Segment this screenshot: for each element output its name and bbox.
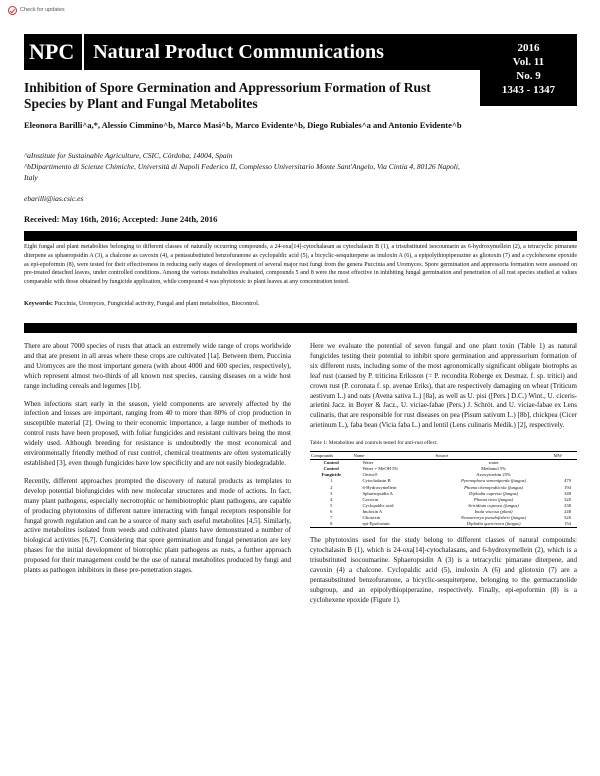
abstract: Eight fungal and plant metabolites belonging to different classes of naturally occurring compounds, a 24-oxa[14]-cytochalasan as cytochalasin B (1), a trisubstituted isocoumarin as 6-hydroxymellein (2), a tetracyclic pimarane diterpene as sphaeropsidin A (3), a chalcone as cavoxin (4), a pentasubstituted benzofuranone as cyclopaldic acid (5), a bicyclic-sesquiterpene as inuloxin A (6), a epipolythiopiperazine as gliotoxin (7) and a cyclohexene epoxide as epi-epoformin (8), were tested for their effectiveness in reducing early stages of development of several major rust fungi from the genera Puccinia and Uromyces. Spore germination and appressoria formation were assessed on pre-treated detached leaves, under controlled conditions. Among the various metabolites evaluated, compounds 5 and 8 were the most effective in inhibiting fungal germination and penetration of all rust species studied at values comparable with those obtained by fungicide application, while compound 4 was phytotoxic to plant leaves at any concentration tested. — [24, 244, 577, 286]
article-title: Inhibition of Spore Germination and Appressorium Formation of Rust Species by Plant and Fungal Metabolites — [24, 80, 431, 111]
table-row — [310, 521, 577, 528]
npc-logo: NPC — [24, 34, 84, 70]
issue-year: 2016 — [517, 42, 540, 54]
table-cell: 238 — [564, 502, 571, 508]
table-cell: Phoma cava (fungus) — [473, 496, 514, 502]
check-updates-label: Check for updates — [20, 7, 65, 13]
body-paragraph: When infections start early in the season, yield components are severely affected by the infection and losses are important, ranging from 40 to more than 80% of crop production in susceptible material [2]. Owing to their economic importance, a large number of methods to control rusts have been proposed, with foliar fungicides and resistant cultivars being the most widely used. Although breeding for resistance is undoubtedly the most economical and environmentally friendly method of rust control, chemical treatments are often systematically established [3], even though fungicides have low specificity and are not easily biodegradable. — [24, 399, 291, 467]
table-cell: Ortiva® — [362, 472, 378, 478]
table-cell: 4 — [330, 496, 333, 502]
table-cell: Gliotoxin — [362, 515, 381, 520]
table-cell: Cavoxin — [362, 496, 379, 502]
table-cell: Water — [362, 460, 374, 466]
left-column — [24, 342, 291, 584]
body-paragraph: Here we evaluate the potential of seven fungal and one plant toxin (Table 1) as natural fungicides testing their potential to inhibit spore germination and appressorium formation of six different rusts, including some of the most agronomically significant obligate biotrophs as leaf rust (caused by P. triticina Eriksson (= P. recondita Roberge ex Desmaz. f. sp. tritici) and crown rust (P. coronata f. sp. avenae Eriks), that are respectively damaging on wheat (Triticum aestivum L.) and oats (Avena sativa L.) [8a], as well as U. pisi ([Pers.] D.C.) Wint., U. ciceris-arietini Jacz. in Boyer & Jacz., U. viciae-fabae (Pers.) J. Schröt. and U. viciae-fabae ex Lens culinaris, that are responsible for rust diseases on pea (Pisum sativum L.) [8b], chickpea (Cicer arietinum L.), faba bean (Vicia faba L.) and lentil (Lens culinaris Medik.) [2], respectively. — [310, 342, 577, 430]
table-cell: 320 — [564, 496, 571, 502]
table-cell: 194 — [564, 484, 571, 490]
table-cell: Cyclopaldic acid — [362, 502, 394, 508]
table-cell: Diplodia quercivora (fungus) — [435, 521, 553, 528]
check-updates-badge[interactable] — [8, 4, 65, 16]
divider-bar-top — [24, 231, 577, 241]
table-cell — [553, 460, 577, 467]
keywords-label: Keywords: — [24, 300, 53, 307]
table-cell: Fungicide — [321, 472, 341, 478]
right-column — [310, 342, 577, 614]
divider-bar-bottom — [24, 323, 577, 333]
affiliations — [24, 150, 464, 183]
table-cell: 248 — [564, 508, 571, 514]
table-header-cell: MW — [553, 452, 577, 460]
table-cell: 6 — [330, 508, 333, 514]
issue-info-box — [480, 34, 577, 106]
table-cell: Neosartorya pseudofisheri (fungus) — [460, 515, 527, 520]
table-cell: 154 — [553, 521, 577, 528]
table-cell: Methanol 5% — [481, 466, 507, 472]
journal-title: Natural Product Communications — [93, 40, 384, 63]
table-cell: 5 — [330, 502, 333, 508]
table-cell: Phoma chenopodiicola (fungus) — [464, 484, 524, 490]
check-circle-icon — [8, 6, 17, 15]
body-paragraph: The phytotoxins used for the study belong to different classes of natural compounds: cytochalasin B (1), which is 24-oxa[14]-cytochalasans, and 6-hydroxymellein (2), which is a trisubstituted isocoumarine. Sphaeropsidin A (3) is a tetracyclic pimarane diterpene, and cavoxin (4) a chalcone. Cyclopaldic acid (5), inuloxin A (6) and gliotoxin (7) are a pentasubstituted benzofuranone, a bicyclic-sesquiterpene, belonging to the germacranolide subgroup, and an epipolythiopiperazine, respectively. Finally, epi-epoformin (8) is a cyclohexene epoxide (Figure 1). — [310, 536, 577, 604]
table-cell: Inuloxin A — [362, 508, 383, 514]
table-cell: 3 — [330, 490, 333, 496]
table-header-cell: Compounds — [310, 452, 352, 460]
table-cell: Sphaeropsidin A — [362, 490, 393, 496]
metabolites-table — [310, 451, 577, 528]
body-paragraph: There are about 7000 species of rusts that attack an extremely wide range of crops worldwide and that are present in all areas where these crops are cultivated [1a]. Between them, Puccinia and Uromyces are the most important genera (with about 4000 and 600 species, respectively), which represent almost two-thirds of all known rust species, causing diseases on a wide host range including cereals and legumes [1b]. — [24, 342, 291, 390]
table-cell: 6-Hydroxymellein — [362, 484, 397, 490]
table-row — [310, 460, 577, 467]
table-header-row — [310, 452, 577, 460]
issue-volume: Vol. 11 — [512, 56, 545, 68]
table-cell: Pyrenophora semeniperda (fungus) — [461, 478, 527, 484]
received-dates: Received: May 16th, 2016; Accepted: June 24th, 2016 — [24, 214, 218, 224]
table-cell: 2 — [330, 484, 333, 490]
table-cell: Seiridium cupressi (fungus) — [468, 502, 519, 508]
keywords — [24, 300, 577, 307]
table-cell: Inula viscosa (plant) — [474, 508, 513, 514]
table-cell: Control — [323, 460, 339, 466]
table-cell: Azoxystrobin 25% — [476, 472, 511, 478]
table-cell: 1 — [330, 478, 333, 484]
affiliation-b: ^bDipartimento di Scienze Chimiche, Università di Napoli Federico II, Complesso Universitario Monte Sant'Angelo, Via Cintia 4, 80126 Napoli, Italy — [24, 162, 460, 182]
table-cell: 348 — [564, 490, 571, 496]
table-header-cell: Source — [435, 452, 553, 460]
issue-number: No. 9 — [516, 70, 541, 82]
table-cell: 7 — [330, 515, 333, 520]
issue-pages: 1343 - 1347 — [501, 84, 556, 96]
table-cell: Water + MeOH 5% — [362, 466, 399, 472]
table-cell: 8 — [310, 521, 352, 528]
table-caption: Table 1: Metabolites and controls tested for anti-rust effect. — [310, 440, 438, 447]
table-cell: 479 — [564, 478, 571, 484]
table-header-cell: Name — [352, 452, 434, 460]
author-list: Eleonora Barilli^a,*, Alessio Cimmino^b, Marco Masi^b, Marco Evidente^b, Diego Rubiales^a and Antonio Evidente^b — [24, 120, 462, 130]
table-cell: water — [488, 460, 499, 466]
table-cell: Control — [323, 466, 339, 472]
affiliation-a: ^aInstitute for Sustainable Agriculture, CSIC, Córdoba, 14004, Spain — [24, 151, 233, 160]
table-cell: Cytochalasin B — [362, 478, 391, 484]
body-paragraph: Recently, different approaches prompted the discovery of natural products as templates to develop potential biofungicides with new molecular structures and mode of actions. In fact, many plant pathogens, especially necrotrophic or hemibiotrophic plant pathogens, are capable of producing phytotoxins of different nature interacting with fungal receptors responsible for fungal growth regulation and can be a source of many such useful metabolites [4,5]. Similarly, active metabolites isolated from weeds and cultivated plants have demonstrated a number of biological activities [6,7]. Considering that spore germination and fungal penetration are key phases for the initial development of biotrophic plant pathogens as rusts, a further approach proposed for their management could be the use of natural metabolites produced by fungi and plants as pathogen inhibitors in these pre-penetration stages. — [24, 476, 291, 575]
keywords-list: Puccinia, Uromyces, Fungicidal activity, Fungal and plant metabolites, Biocontrol. — [54, 300, 260, 307]
table-cell: 326 — [564, 515, 571, 520]
table-cell: epi-Epoformin — [352, 521, 434, 528]
corresponding-email[interactable]: ebarilli@ias.csic.es — [24, 194, 84, 203]
table-cell: Diplodia cupressi (fungus) — [469, 490, 519, 496]
